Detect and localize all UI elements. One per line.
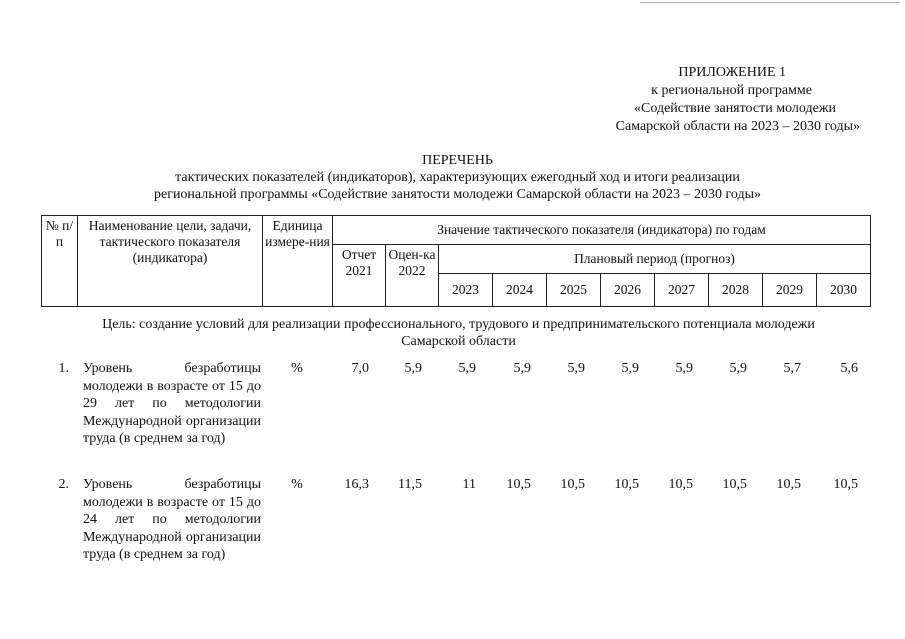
row-number: 2.: [58, 477, 69, 492]
appendix-line-4: Самарской области на 2023 – 2030 годы»: [615, 119, 860, 134]
value-2029: 5,7: [783, 361, 801, 376]
value-2029: 10,5: [776, 477, 801, 492]
value-2028: 5,9: [729, 361, 747, 376]
value-2024: 10,5: [506, 477, 531, 492]
document-title: [0, 152, 905, 203]
value-2026: 5,9: [621, 361, 639, 376]
header-year: 2023: [439, 274, 493, 307]
header-year: 2025: [547, 274, 601, 307]
row-unit: %: [291, 477, 303, 492]
value-2024: 5,9: [513, 361, 531, 376]
value-2027: 10,5: [668, 477, 693, 492]
header-estimate-2022: Оцен-ка 2022: [386, 245, 439, 307]
goal-statement: [41, 316, 876, 350]
header-report-2021: Отчет 2021: [333, 245, 386, 307]
row-indicator-name: Уровень безработицы молодежи в возрасте от 15 до 24 лет по методологии Международной организации труда (в среднем за год): [83, 477, 261, 563]
value-2022: 11,5: [398, 477, 422, 492]
value-2023: 5,9: [458, 361, 476, 376]
row-indicator-name: Уровень безработицы молодежи в возрасте от 15 до 29 лет по методологии Международной организации труда (в среднем за год): [83, 361, 261, 447]
title-main: ПЕРЕЧЕНЬ: [422, 153, 493, 168]
row-unit: %: [291, 361, 303, 376]
value-2026: 10,5: [614, 477, 639, 492]
goal-line-2: Самарской области: [401, 334, 516, 349]
row-number: 1.: [58, 361, 69, 376]
table-header: [41, 215, 871, 307]
goal-line-1: Цель: создание условий для реализации профессионального, трудового и предпринимательского потенциала молодежи: [102, 317, 815, 332]
header-unit: Единица измере-ния: [263, 216, 333, 307]
value-2022: 5,9: [404, 361, 422, 376]
appendix-line-2: к региональной программе: [651, 83, 812, 98]
value-2025: 5,9: [567, 361, 585, 376]
title-line-3: региональной программы «Содействие занятости молодежи Самарской области на 2023 – 2030 годы»: [153, 187, 761, 202]
appendix-heading: ПРИЛОЖЕНИЕ 1: [678, 65, 786, 80]
header-year: 2030: [817, 274, 871, 307]
title-line-2: тактических показателей (индикаторов), характеризующих ежегодный ход и итоги реализации: [175, 170, 740, 185]
value-2025: 10,5: [560, 477, 585, 492]
value-2021: 16,3: [344, 477, 369, 492]
value-2030: 5,6: [840, 361, 858, 376]
header-year: 2027: [655, 274, 709, 307]
appendix-block: [616, 64, 860, 136]
header-year: 2026: [601, 274, 655, 307]
value-2021: 7,0: [351, 361, 369, 376]
value-2023: 11: [462, 477, 476, 492]
header-year: 2028: [709, 274, 763, 307]
header-year: 2024: [493, 274, 547, 307]
header-name: Наименование цели, задачи, тактического показателя (индикатора): [78, 216, 263, 307]
appendix-line-3: «Содействие занятости молодежи: [634, 101, 836, 116]
value-2030: 10,5: [833, 477, 858, 492]
value-2027: 5,9: [675, 361, 693, 376]
header-plan-period: Плановый период (прогноз): [439, 245, 871, 274]
header-number: № п/п: [42, 216, 78, 307]
header-year: 2029: [763, 274, 817, 307]
value-2028: 10,5: [722, 477, 747, 492]
scan-edge-line: [640, 2, 900, 3]
header-values: Значение тактического показателя (индикатора) по годам: [333, 216, 871, 245]
